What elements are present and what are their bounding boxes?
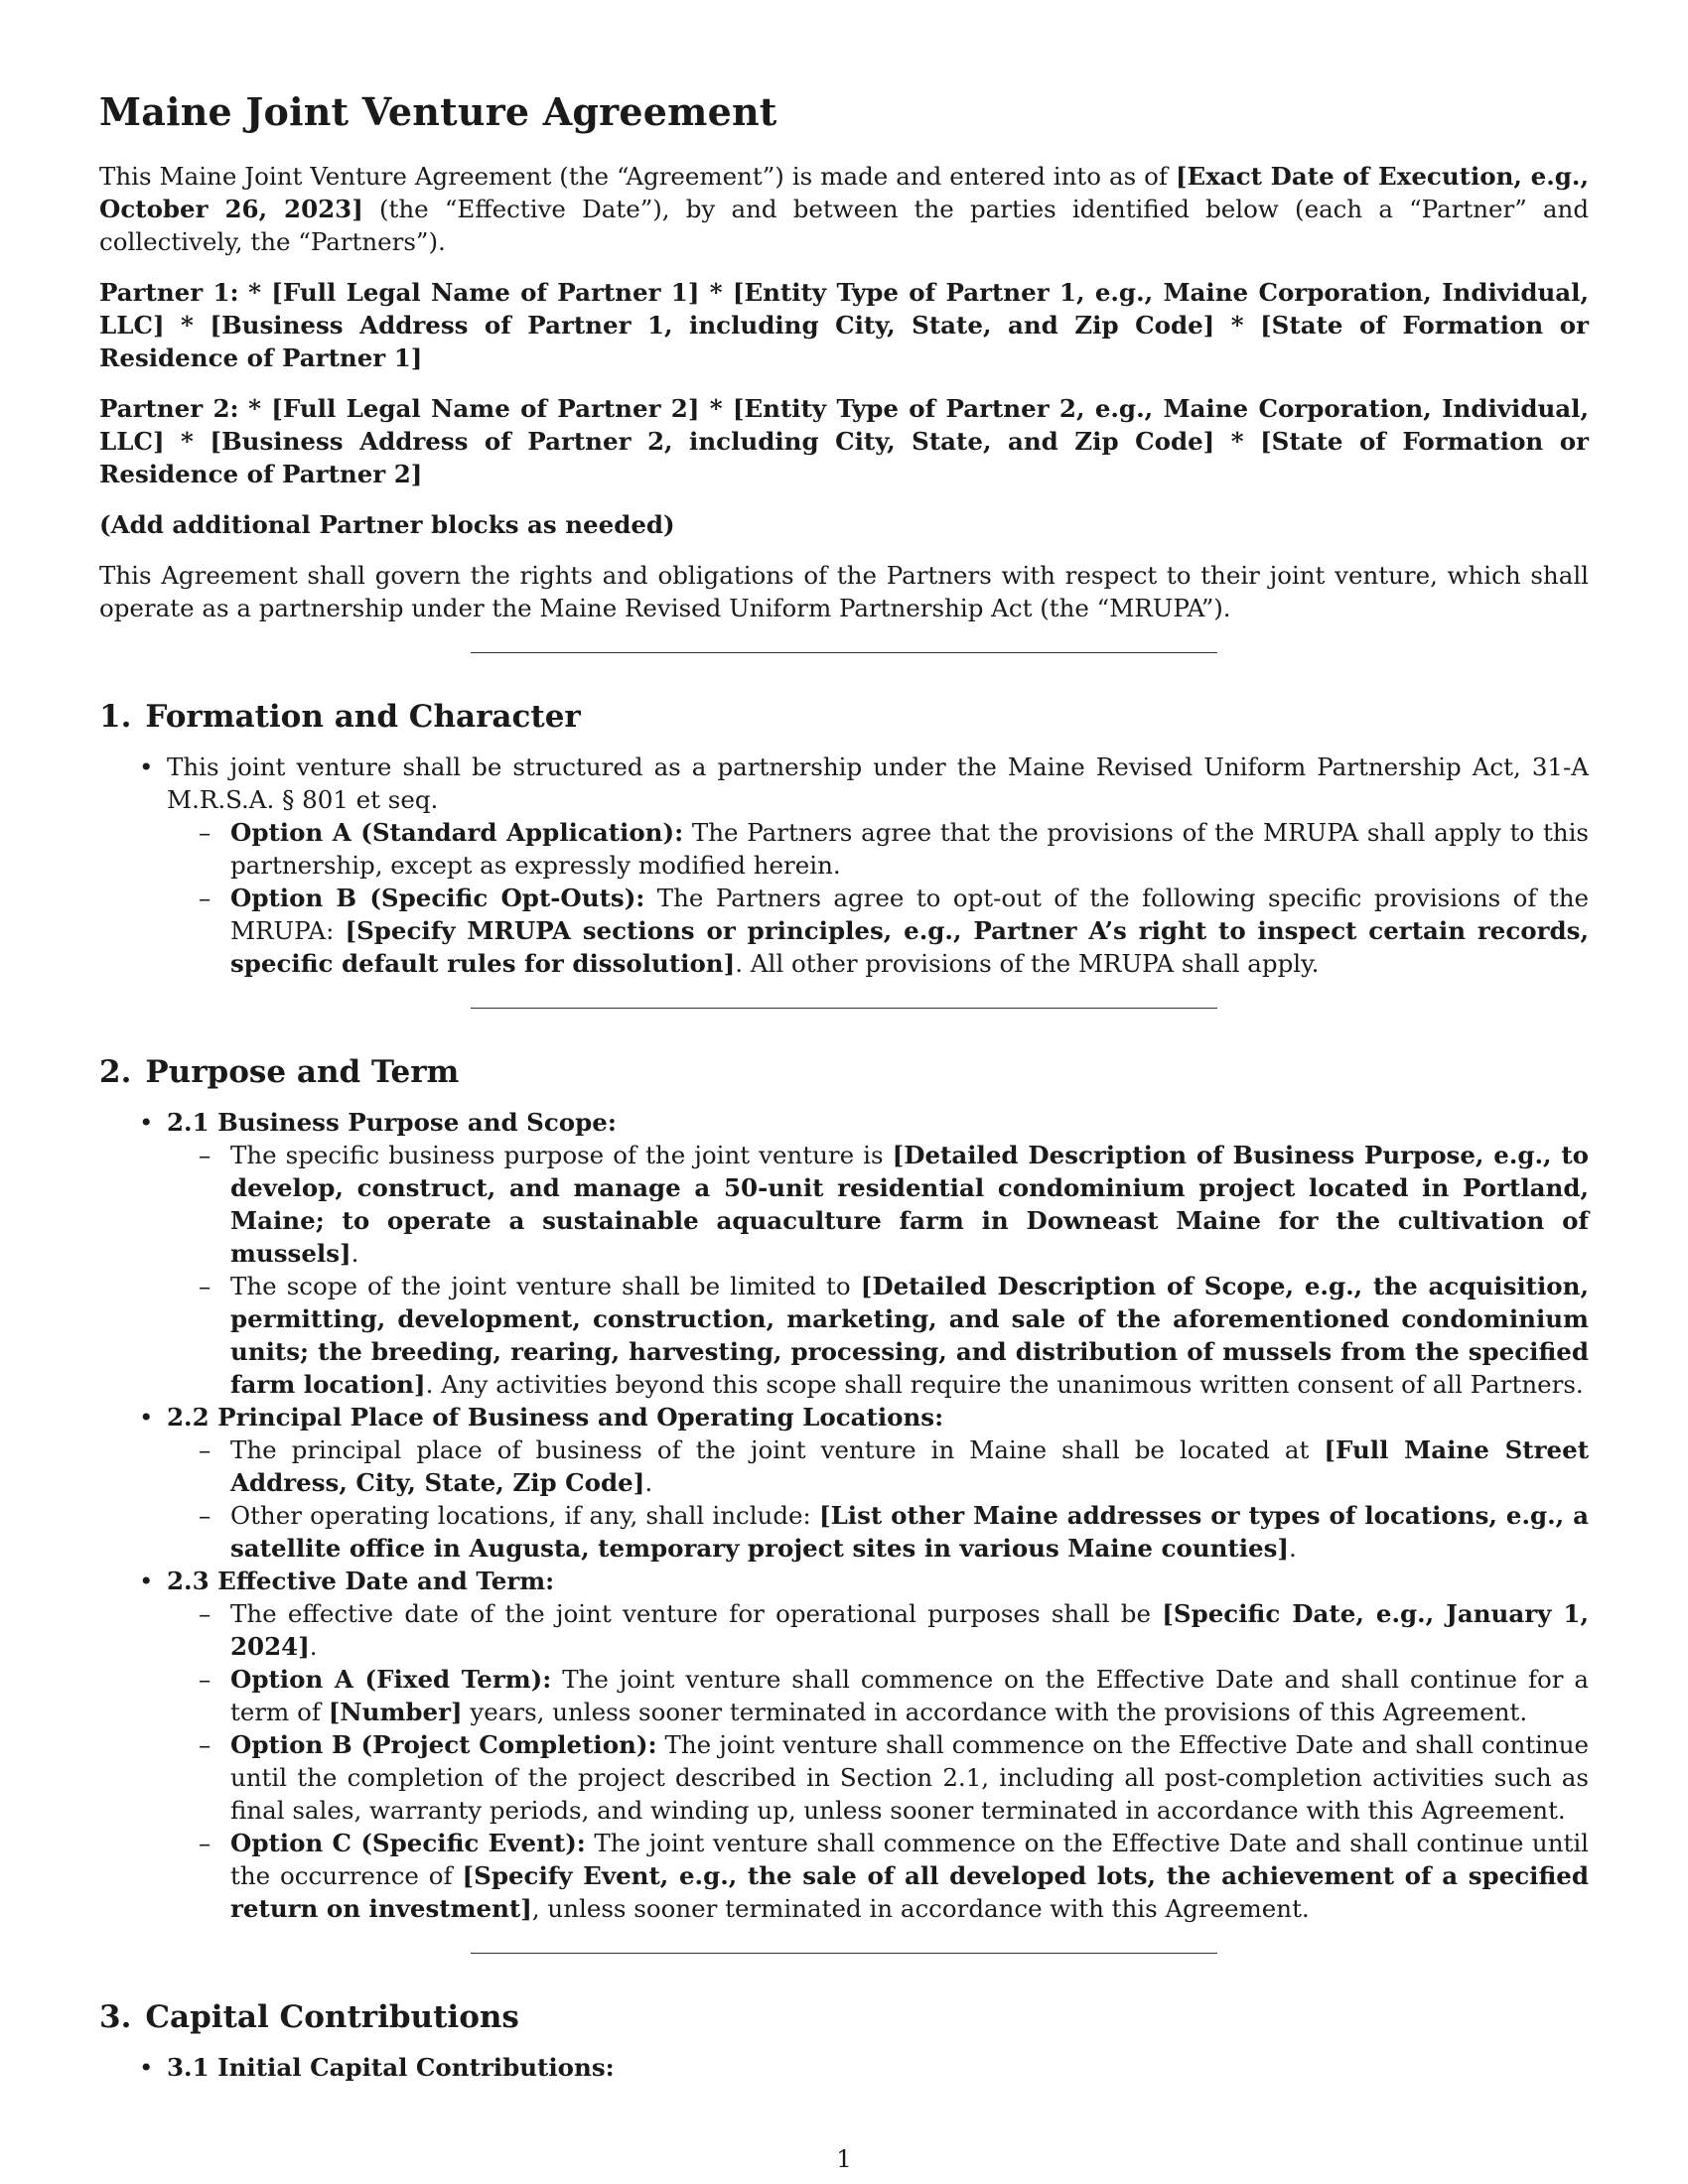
subsection-2-3: • 2.3 Effective Date and Term: – The effective date of the joint venture for operational purposes shall be [Specific Date, e.g., January 1, 2024]. – Option A (Fixed Term): The joint venture shall commence on the Effective Date and shall continue for a term of [Number] years, unless sooner terminated in accordance with the provisions of this Agreement. – Option B (Project Completion): The joint venture shall commence on the Effective Date and shall continue until the completion of the project described in Section 2.1, including all post-completion activities such as final sales, warranty periods, and winding up, unless sooner terminated in accordance with this Agreement. – Option C (Specific Event): The joint venture shall commence on the Effective Date and shall continue until the occurrence of [Specify Event, e.g., the sale of all developed lots, the achievement of a specified return on investment], unless sooner terminated in accordance with this Agreement. <box>167 1565 1589 1925</box>
document-title: Maine Joint Venture Agreement <box>99 89 777 134</box>
section-divider <box>471 1008 1217 1009</box>
section-1-heading <box>99 699 1589 735</box>
scope-placeholder: [Detailed Description of Scope, e.g., the acquisition, permitting, development, construction, marketing, and sale of the aforementioned condominium units; the breeding, rearing, harvesting, processing, and distribution of mussels from the specified farm location] <box>230 1272 1589 1399</box>
section-3-number: 3. <box>99 1999 132 2035</box>
intro-text-2: (the “Effective Date”), by and between the parties identified below (each a “Partner” and collectively, the “Partners”). <box>99 195 1590 256</box>
subsection-2-1-items <box>167 1139 1589 1401</box>
partner-1-fields: * [Full Legal Name of Partner 1] * [Entity Type of Partner 1, e.g., Maine Corporation, Individual, LLC] * [Business Address of Partner 1, including City, State, and Zip Code] * [State of Formation or Residence of Partner 1] <box>99 278 1589 372</box>
address-placeholder: [Full Maine Street Address, City, State, Zip Code] <box>230 1435 1590 1497</box>
term-option-a: – Option A (Fixed Term): The joint venture shall commence on the Effective Date and shall continue for a term of [Number] years, unless sooner terminated in accordance with the provisions of this Agreement. <box>230 1663 1589 1728</box>
effective-date-placeholder: [Exact Date of Execution, e.g., October 26, 2023] <box>99 162 1589 223</box>
add-partner-note: (Add additional Partner blocks as needed) <box>99 510 675 539</box>
s1-option-a: – Option A (Standard Application): The Partners agree that the provisions of the MRUPA shall apply to this partnership, except as expressly modified herein. <box>230 816 1589 882</box>
section-2-list <box>99 1106 1589 1925</box>
partner-2-label: Partner 2: <box>99 394 239 423</box>
subsection-2-3-items <box>167 1597 1589 1925</box>
document-page <box>99 89 1589 2084</box>
section-1-title: Formation and Character <box>145 699 581 735</box>
term-years-placeholder: [Number] <box>328 1698 463 1726</box>
intro-text-1: This Maine Joint Venture Agreement (the “Agreement”) is made and entered into as of <box>99 162 1176 191</box>
business-purpose-item: – The specific business purpose of the joint venture is [Detailed Description of Business Purpose, e.g., to develop, construct, and manage a 50-unit residential condominium project located in Portland, Maine; to operate a sustainable aquaculture farm in Downeast Maine for the cultivation of mussels]. <box>230 1139 1589 1270</box>
s1-option-b: – Option B (Specific Opt-Outs): The Partners agree to opt-out of the following specific provisions of the MRUPA: [Specify MRUPA sections or principles, e.g., Partner A’s right to inspect certain records, specific default rules for dissolution]. All other provisions of the MRUPA shall apply. <box>230 882 1589 980</box>
other-locations-item: – Other operating locations, if any, shall include: [List other Maine addresses or types of locations, e.g., a satellite office in Augusta, temporary project sites in various Maine counties]. <box>230 1499 1589 1565</box>
subsection-2-2: • 2.2 Principal Place of Business and Operating Locations: – The principal place of business of the joint venture in Maine shall be located at [Full Maine Street Address, City, State, Zip Code]. – Other operating locations, if any, shall include: [List other Maine addresses or types of locations, e.g., a satellite office in Augusta, temporary project sites in various Maine counties]. <box>167 1401 1589 1565</box>
section-1-options <box>167 816 1589 980</box>
business-purpose-placeholder: [Detailed Description of Business Purpose, e.g., to develop, construct, and manage a 50-unit residential condominium project located in Portland, Maine; to operate a sustainable aquaculture farm in Downeast Maine for the cultivation of mussels] <box>230 1141 1590 1268</box>
principal-place-item: – The principal place of business of the joint venture in Maine shall be located at [Full Maine Street Address, City, State, Zip Code]. <box>230 1433 1589 1499</box>
partner-2-block <box>99 392 1589 490</box>
partner-1-label: Partner 1: <box>99 278 239 307</box>
term-option-b: – Option B (Project Completion): The joint venture shall commence on the Effective Date and shall continue until the completion of the project described in Section 2.1, including all post-completion activities such as final sales, warranty periods, and winding up, unless sooner terminated in accordance with this Agreement. <box>230 1728 1589 1827</box>
partner-1-block <box>99 276 1589 374</box>
page-number: 1 <box>836 2144 852 2173</box>
specific-event-placeholder: [Specify Event, e.g., the sale of all developed lots, the achievement of a specified return on investment] <box>230 1861 1589 1923</box>
section-divider <box>471 652 1217 653</box>
mrupa-opt-out-placeholder: [Specify MRUPA sections or principles, e.g., Partner A’s right to inspect certain records, specific default rules for dissolution] <box>230 916 1590 978</box>
section-1-number: 1. <box>99 699 132 735</box>
other-locations-placeholder: [List other Maine addresses or types of locations, e.g., a satellite office in Augusta, temporary project sites in various Maine counties] <box>230 1501 1589 1563</box>
section-1-list <box>99 751 1589 980</box>
section-2-number: 2. <box>99 1054 132 1090</box>
section-2-title: Purpose and Term <box>145 1054 460 1090</box>
subsection-2-2-items <box>167 1433 1589 1565</box>
section-divider <box>471 1953 1217 1954</box>
subsection-2-1: • 2.1 Business Purpose and Scope: – The specific business purpose of the joint venture is [Detailed Description of Business Purpose, e.g., to develop, construct, and manage a 50-unit residential condominium project located in Portland, Maine; to operate a sustainable aquaculture farm in Downeast Maine for the cultivation of mussels]. – The scope of the joint venture shall be limited to [Detailed Description of Scope, e.g., the acquisition, permitting, development, construction, marketing, and sale of the aforementioned condominium units; the breeding, rearing, harvesting, processing, and distribution of mussels from the specified farm location]. Any activities beyond this scope shall require the unanimous written consent of all Partners. <box>167 1106 1589 1401</box>
section-2-heading <box>99 1054 1589 1090</box>
scope-item: – The scope of the joint venture shall be limited to [Detailed Description of Scope, e.g., the acquisition, permitting, development, construction, marketing, and sale of the aforementioned condominium units; the breeding, rearing, harvesting, processing, and distribution of mussels from the specified farm location]. Any activities beyond this scope shall require the unanimous written consent of all Partners. <box>230 1270 1589 1401</box>
partner-2-fields: * [Full Legal Name of Partner 2] * [Entity Type of Partner 2, e.g., Maine Corporation, Individual, LLC] * [Business Address of Partner 2, including City, State, and Zip Code] * [State of Formation or Residence of Partner 2] <box>99 394 1589 488</box>
section-3-list <box>99 2051 1589 2084</box>
section-3-heading <box>99 1999 1589 2035</box>
operational-date-item: – The effective date of the joint venture for operational purposes shall be [Specific Date, e.g., January 1, 2024]. <box>230 1597 1589 1663</box>
subsection-3-1: • 3.1 Initial Capital Contributions: <box>167 2051 1589 2084</box>
term-option-c: – Option C (Specific Event): The joint venture shall commence on the Effective Date and shall continue until the occurrence of [Specify Event, e.g., the sale of all developed lots, the achievement of a specified return on investment], unless sooner terminated in accordance with this Agreement. <box>230 1827 1589 1925</box>
section-1-bullet: • This joint venture shall be structured as a partnership under the Maine Revised Uniform Partnership Act, 31-A M.R.S.A. § 801 et seq. – Option A (Standard Application): The Partners agree that the provisions of the MRUPA shall apply to this partnership, except as expressly modified herein. – Option B (Specific Opt-Outs): The Partners agree to opt-out of the following specific provisions of the MRUPA: [Specify MRUPA sections or principles, e.g., Partner A’s right to inspect certain records, specific default rules for dissolution]. All other provisions of the MRUPA shall apply. <box>167 751 1589 980</box>
intro-paragraph <box>99 160 1589 258</box>
operational-date-placeholder: [Specific Date, e.g., January 1, 2024] <box>230 1599 1589 1661</box>
governing-paragraph: This Agreement shall govern the rights and obligations of the Partners with respect to their joint venture, which shall operate as a partnership under the Maine Revised Uniform Partnership Act (the “MRUPA”). <box>99 561 1589 622</box>
section-3-title: Capital Contributions <box>145 1999 519 2035</box>
